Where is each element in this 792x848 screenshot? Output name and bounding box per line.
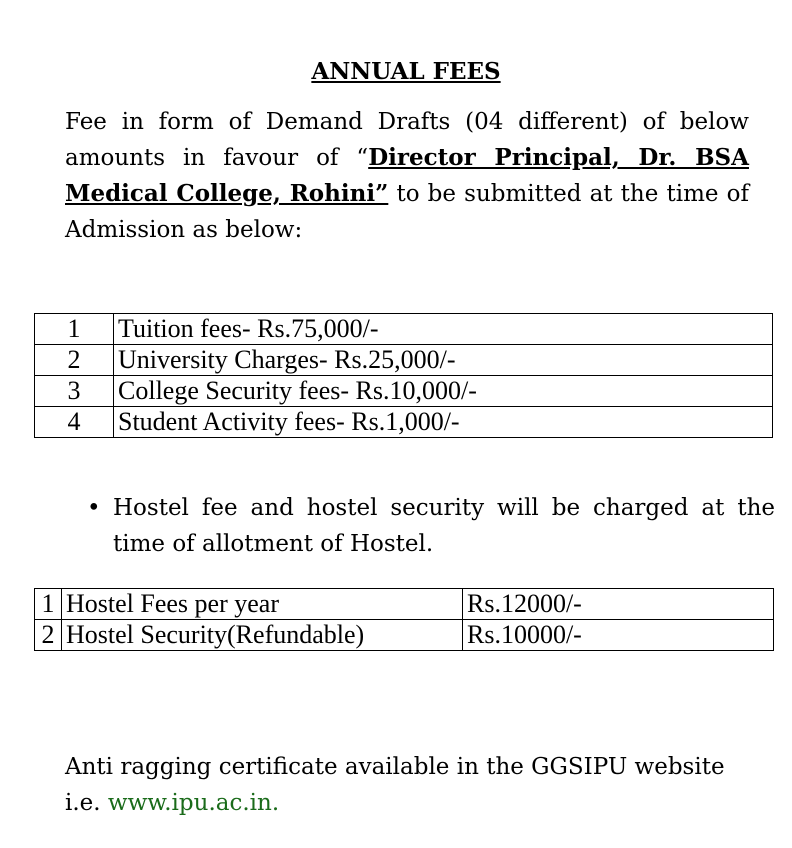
intro-text-before: Fee in form of Demand Drafts (04 different) of below amounts in favour of “: [65, 109, 749, 171]
row-number: 2: [35, 620, 62, 651]
hostel-note-text: Hostel fee and hostel security will be charged at the time of allotment of Hostel.: [113, 495, 775, 557]
table-row: [35, 314, 773, 345]
row-number: 1: [35, 314, 114, 345]
table-row: [35, 376, 773, 407]
hostel-item: Hostel Fees per year: [62, 589, 463, 620]
hostel-table: [34, 588, 774, 651]
row-number: 4: [35, 407, 114, 438]
hostel-amount: Rs.12000/-: [463, 589, 774, 620]
intro-paragraph: [65, 104, 749, 248]
fee-item: Student Activity fees- Rs.1,000/-: [114, 407, 773, 438]
row-number: 2: [35, 345, 114, 376]
fee-item: College Security fees- Rs.10,000/-: [114, 376, 773, 407]
hostel-note: [87, 490, 775, 562]
fees-table: [34, 313, 773, 438]
payee-name: Director Principal, Dr. BSA Medical College, Rohini”: [65, 144, 749, 207]
footer-text: Anti ragging certificate available in the GGSIPU website i.e.: [65, 754, 725, 816]
fee-item: University Charges- Rs.25,000/-: [114, 345, 773, 376]
table-row: [35, 620, 774, 651]
table-row: [35, 589, 774, 620]
footer-note: [65, 749, 749, 821]
table-row: [35, 407, 773, 438]
hostel-item: Hostel Security(Refundable): [62, 620, 463, 651]
bullet-icon: •: [87, 495, 101, 521]
fee-item: Tuition fees- Rs.75,000/-: [114, 314, 773, 345]
row-number: 3: [35, 376, 114, 407]
page-title: ANNUAL FEES: [311, 58, 501, 85]
row-number: 1: [35, 589, 62, 620]
intro-text-after: to be submitted at the time of Admission as below:: [65, 181, 750, 243]
table-row: [35, 345, 773, 376]
website-link[interactable]: www.ipu.ac.in.: [107, 790, 280, 816]
hostel-amount: Rs.10000/-: [463, 620, 774, 651]
